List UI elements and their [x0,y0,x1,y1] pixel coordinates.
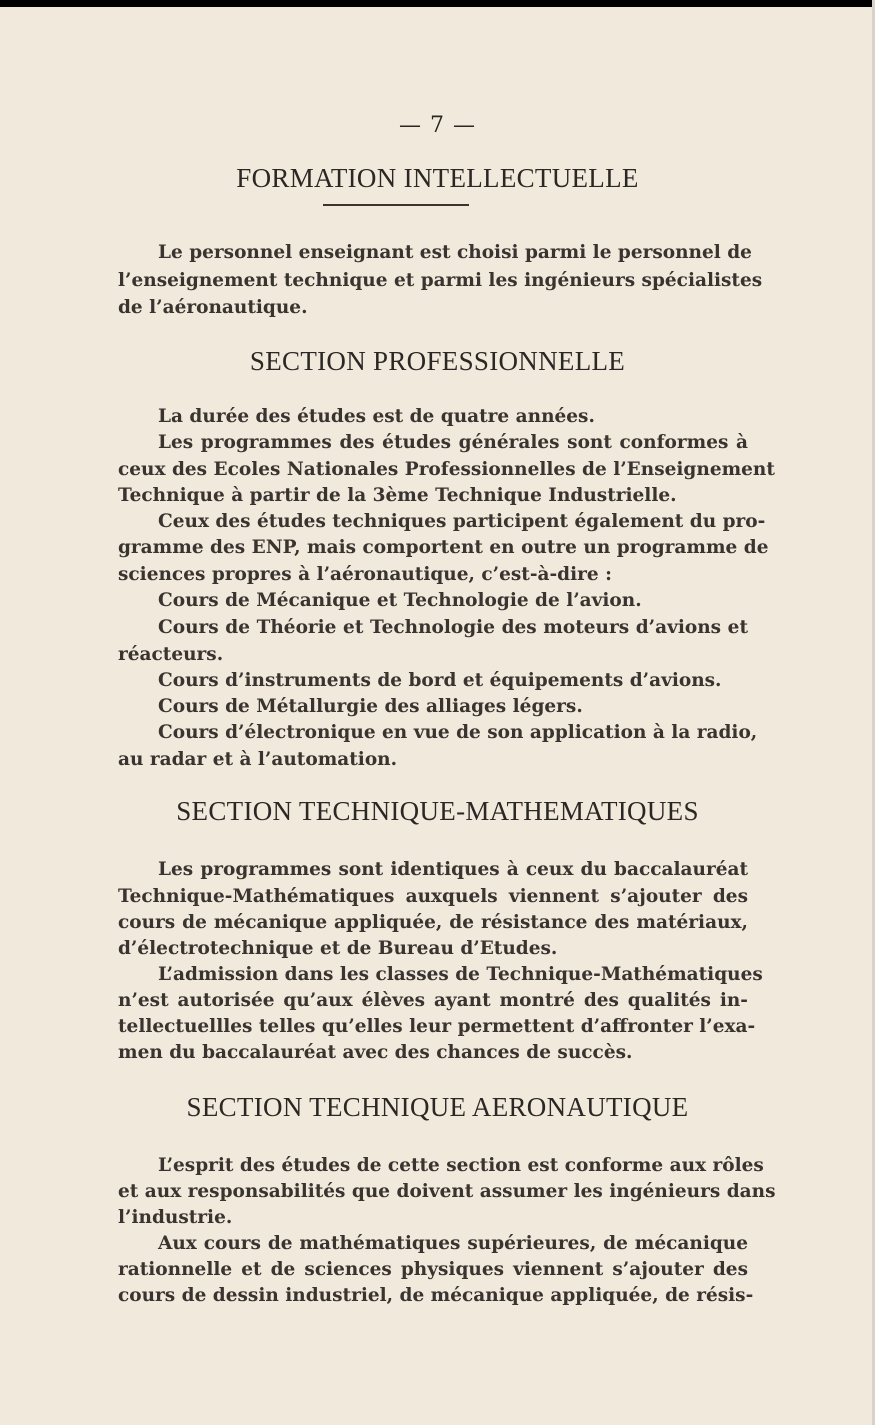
text-line: men du baccalauréat avec des chances de succès. [118,1042,633,1063]
section-heading-professionnelle: SECTION PROFESSIONNELLE [249,346,626,376]
text-line: Aux cours de mathématiques supérieures, de mécanique [158,1233,748,1254]
text-line: La durée des études est de quatre années. [158,406,595,427]
text-line: rationnelle et de sciences physiques viennent s’ajouter des [118,1259,748,1280]
text-line: Cours d’instruments de bord et équipements d’avions. [158,670,722,691]
text-line: cours de mécanique appliquée, de résistance des matériaux, [118,912,748,933]
text-line: Cours de Théorie et Technologie des moteurs d’avions et [158,617,748,638]
page-number: — 7 — [399,113,476,138]
text-line: réacteurs. [118,644,224,665]
text-line: L’esprit des études de cette section est conforme aux rôles [158,1155,764,1176]
text-line: Cours de Métallurgie des alliages légers. [158,696,583,717]
text-line: d’électrotechnique et de Bureau d’Etudes. [118,938,558,959]
text-line: Cours d’électronique en vue de son application à la radio, [158,722,758,743]
text-line: l’enseignement technique et parmi les ingénieurs spécialistes [118,270,763,291]
text-line: sciences propres à l’aéronautique, c’est-à-dire : [118,564,612,585]
text-line: de l’aéronautique. [118,297,308,318]
text-line: Le personnel enseignant est choisi parmi le personnel de [158,242,752,263]
text-line: cours de dessin industriel, de mécanique appliquée, de résis- [118,1285,754,1306]
text-line: Les programmes sont identiques à ceux du baccalauréat [158,859,748,880]
section-heading-technique-aeronautique: SECTION TECHNIQUE AERONAUTIQUE [186,1092,689,1122]
text-line: Ceux des études techniques participent également du pro- [158,511,766,532]
text-line: et aux responsabilités que doivent assumer les ingénieurs dans [118,1181,776,1202]
text-line: L’admission dans les classes de Technique-Mathématiques [158,964,763,985]
section-heading-technique-mathematiques: SECTION TECHNIQUE-MATHEMATIQUES [176,796,699,826]
text-line: Technique à partir de la 3ème Technique Industrielle. [118,485,677,506]
text-line: Technique-Mathématiques auxquels viennent s’ajouter des [118,886,748,907]
text-line: Les programmes des études générales sont conformes à [158,432,748,453]
text-line: Cours de Mécanique et Technologie de l’avion. [158,590,642,611]
text-line: l’industrie. [118,1207,233,1228]
text-line: gramme des ENP, mais comportent en outre un programme de [118,537,769,558]
heading-underline [323,204,469,206]
text-line: tellectuellles telles qu’elles leur permettent d’affronter l’exa- [118,1016,756,1037]
text-line: ceux des Ecoles Nationales Professionnelles de l’Enseignement [118,459,775,480]
scan-border-top [0,0,875,7]
section-heading-formation: FORMATION INTELLECTUELLE [236,163,639,193]
text-line: au radar et à l’automation. [118,749,398,770]
text-line: n’est autorisée qu’aux élèves ayant montré des qualités in- [118,990,748,1011]
